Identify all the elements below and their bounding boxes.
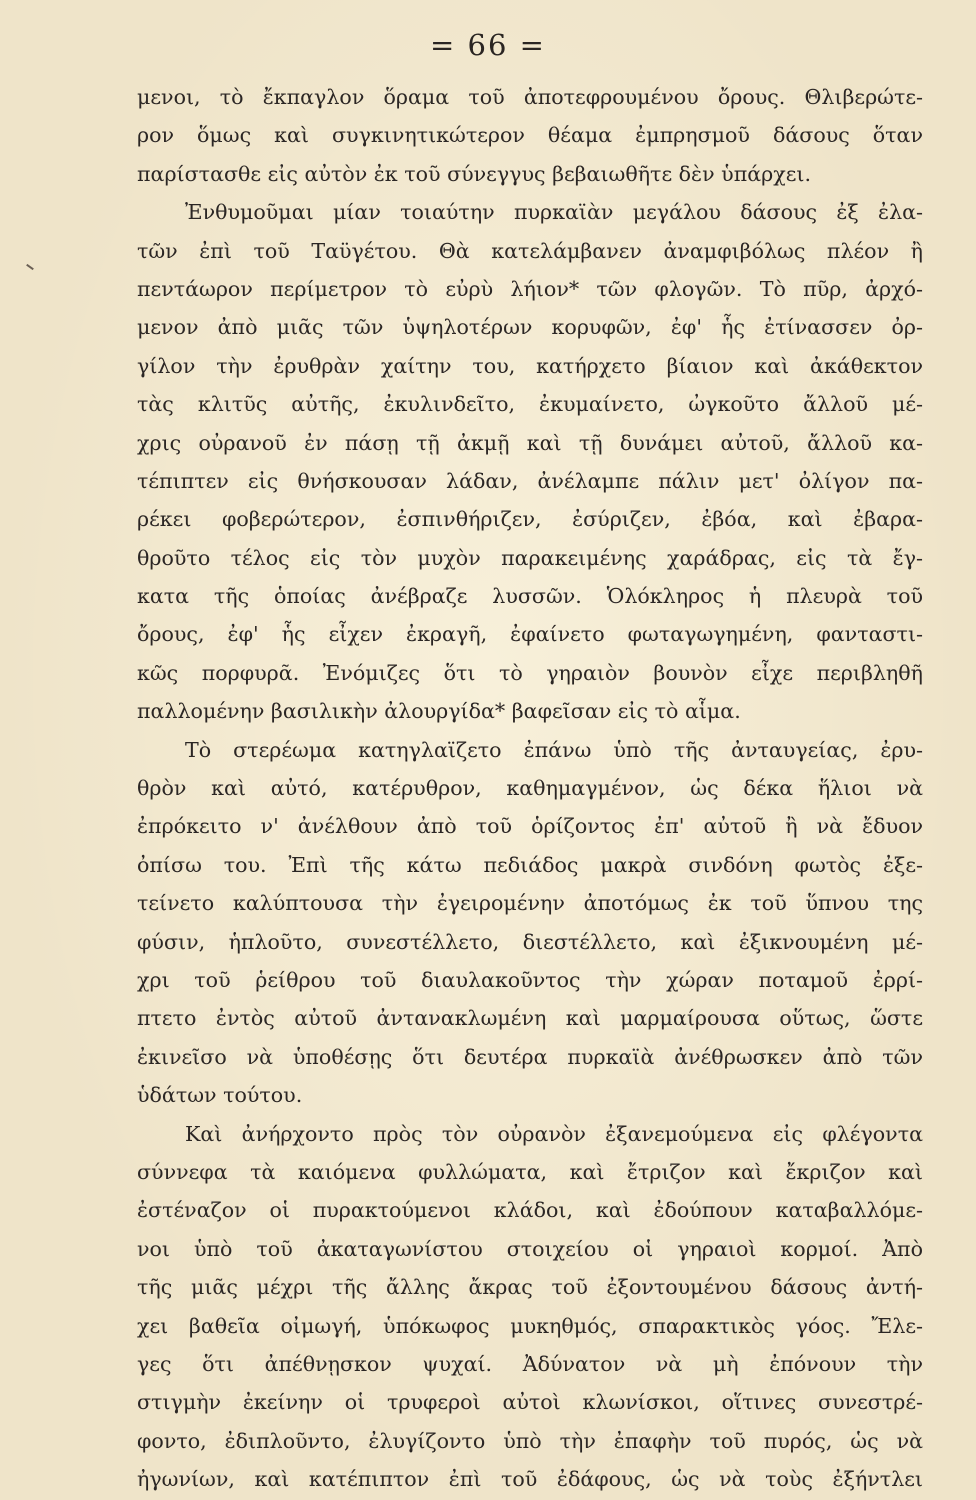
text-line: κατα τῆς ὁποίας ἀνέβραζε λυσσῶν. Ὁλόκληρος ἡ πλευρὰ τοῦ <box>137 584 923 609</box>
text-line: γες ὅτι ἀπέθνῃσκον ψυχαί. Ἀδύνατον νὰ μὴ ἐπόνουν τὴν <box>137 1351 923 1376</box>
text-line: κῶς πορφυρᾶ. Ἐνόμιζες ὅτι τὸ γηραιὸν βουνὸν εἶχε περιβληθῆ <box>137 660 923 685</box>
text-line: τέπιπτεν εἰς θνήσκουσαν λάδαν, ἀνέλαμπε πάλιν μετ' ὀλίγον πα- <box>137 468 923 493</box>
text-line: Καὶ ἀνήρχοντο πρὸς τὸν οὐρανὸν ἐξανεμούμενα εἰς φλέγοντα <box>185 1121 923 1146</box>
text-line: ἠγωνίων, καὶ κατέπιπτον ἐπὶ τοῦ ἐδάφους, ὡς νὰ τοὺς ἐξήντλει <box>137 1467 923 1492</box>
text-line: θροῦτο τέλος εἰς τὸν μυχὸν παρακειμένης χαράδρας, εἰς τὰ ἔγ- <box>137 545 923 570</box>
text-line: σύννεφα τὰ καιόμενα φυλλώματα, καὶ ἔτριζον καὶ ἔκριζον καὶ <box>137 1159 923 1184</box>
text-line: τείνετο καλύπτουσα τὴν ἐγειρομένην ἀποτόμως ἐκ τοῦ ὕπνου της <box>137 891 923 916</box>
text-line: μενον ἀπὸ μιᾶς τῶν ὑψηλοτέρων κορυφῶν, ἐφ' ἧς ἐτίνασσεν ὀρ- <box>137 315 923 340</box>
text-line: πεντάωρον περίμετρον τὸ εὐρὺ λήιον* τῶν φλογῶν. Τὸ πῦρ, ἀρχό- <box>137 276 923 301</box>
text-line: φοντο, ἐδιπλοῦντο, ἐλυγίζοντο ὑπὸ τὴν ἐπαφὴν τοῦ πυρός, ὡς νὰ <box>137 1428 923 1453</box>
text-line: χει βαθεῖα οἰμωγή, ὑπόκωφος μυκηθμός, σπαρακτικὸς γόος. Ἔλε- <box>137 1313 923 1338</box>
text-line: ὄρους, ἐφ' ἧς εἶχεν ἐκραγῆ, ἐφαίνετο φωταγωγημένη, φανταστι- <box>137 622 923 647</box>
text-line: παρίστασθε εἰς αὐτὸν ἐκ τοῦ σύνεγγυς βεβαιωθῆτε δὲν ὑπάρχει. <box>137 161 812 186</box>
text-line: ἐπρόκειτο ν' ἀνέλθουν ἀπὸ τοῦ ὁρίζοντος ἐπ' αὐτοῦ ἢ νὰ ἔδυον <box>137 814 923 839</box>
text-line: μενοι, τὸ ἔκπαγλον ὅραμα τοῦ ἀποτεφρουμένου ὄρους. Θλιβερώτε- <box>137 85 923 109</box>
text-line: παλλομένην βασιλικὴν ἀλουργίδα* βαφεῖσαν εἰς τὸ αἷμα. <box>137 699 741 724</box>
text-line: ὑδάτων τούτου. <box>137 1083 303 1108</box>
text-line: νοι ὑπὸ τοῦ ἀκαταγωνίστου στοιχείου οἱ γηραιοὶ κορμοί. Ἀπὸ <box>137 1236 923 1261</box>
text-line: ἐστέναζον οἱ πυρακτούμενοι κλάδοι, καὶ ἐδούπουν καταβαλλόμε- <box>137 1198 923 1223</box>
text-line: στιγμὴν ἐκείνην οἱ τρυφεροὶ αὐτοὶ κλωνίσκοι, οἵτινες συνεστρέ- <box>137 1390 923 1415</box>
text-line: τῆς μιᾶς μέχρι τῆς ἄλλης ἄκρας τοῦ ἐξοντουμένου δάσους ἀντή- <box>137 1275 923 1300</box>
body-text <box>137 78 923 1498</box>
text-line: ρον ὅμως καὶ συγκινητικώτερον θέαμα ἐμπρησμοῦ δάσους ὅταν <box>137 123 923 148</box>
text-line: ἐκινεῖσο νὰ ὑποθέσῃς ὅτι δευτέρα πυρκαϊὰ ἀνέθρωσκεν ἀπὸ τῶν <box>137 1044 923 1069</box>
text-line: τῶν ἐπὶ τοῦ Ταϋγέτου. Θὰ κατελάμβανεν ἀναμφιβόλως πλέον ἢ <box>137 238 923 263</box>
margin-mark <box>26 264 34 270</box>
text-line: ὀπίσω του. Ἐπὶ τῆς κάτω πεδιάδος μακρὰ σινδόνη φωτὸς ἐξε- <box>137 852 923 877</box>
text-line: φύσιν, ἡπλοῦτο, συνεστέλλετο, διεστέλλετο, καὶ ἐξικνουμένη μέ- <box>137 929 923 954</box>
text-line: πτετο ἐντὸς αὐτοῦ ἀντανακλωμένη καὶ μαρμαίρουσα οὕτως, ὥστε <box>137 1006 923 1031</box>
page-number: = 66 = <box>430 28 546 62</box>
text-line: Τὸ στερέωμα κατηγλαϊζετο ἐπάνω ὑπὸ τῆς ἀνταυγείας, ἐρυ- <box>185 737 923 762</box>
text-line: τὰς κλιτῦς αὐτῆς, ἐκυλινδεῖτο, ἐκυμαίνετο, ὠγκοῦτο ἄλλοῦ μέ- <box>137 392 923 417</box>
text-line: ρέκει φοβερώτερον, ἐσπινθήριζεν, ἐσύριζεν, ἐβόα, καὶ ἐβαρα- <box>137 507 923 532</box>
text-line: χρι τοῦ ῥείθρου τοῦ διαυλακοῦντος τὴν χώραν ποταμοῦ ἐρρί- <box>137 967 923 992</box>
text-line: θρὸν καὶ αὐτό, κατέρυθρον, καθημαγμένον, ὡς δέκα ἥλιοι νὰ <box>137 776 923 801</box>
text-line: γίλον τὴν ἐρυθρὰν χαίτην του, κατήρχετο βίαιον καὶ ἀκάθεκτον <box>137 353 923 378</box>
text-line: Ἐνθυμοῦμαι μίαν τοιαύτην πυρκαϊὰν μεγάλου δάσους ἐξ ἐλα- <box>185 200 923 225</box>
text-line: χρις οὐρανοῦ ἐν πάσῃ τῇ ἀκμῇ καὶ τῇ δυνάμει αὐτοῦ, ἄλλοῦ κα- <box>137 430 923 455</box>
